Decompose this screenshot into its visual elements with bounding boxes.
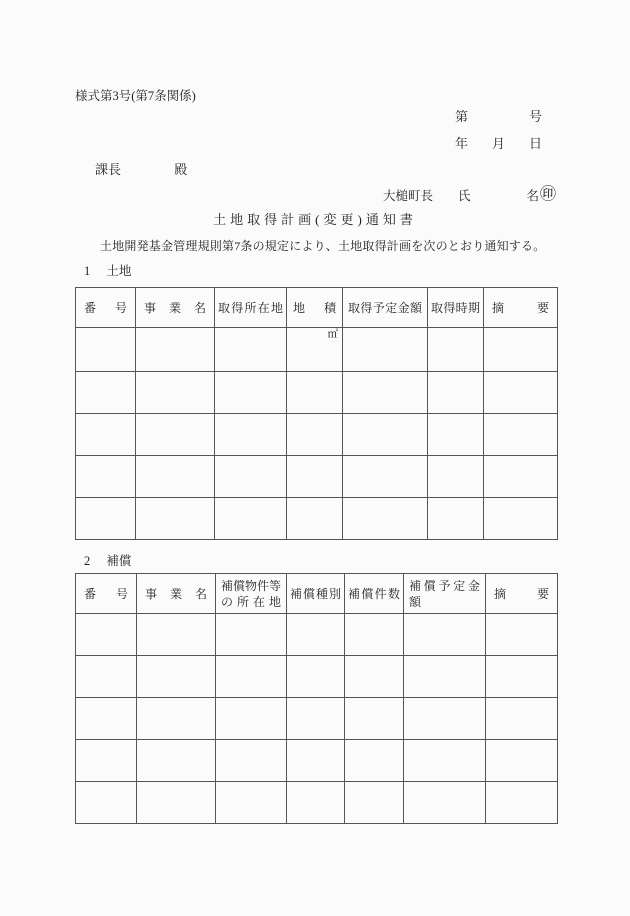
comp-table-cell: [404, 656, 486, 698]
comp-header-number: 番号: [76, 574, 137, 614]
comp-header-compensation-type: 補償種別: [287, 574, 345, 614]
land-table-cell: [287, 498, 343, 540]
land-header-acquisition-period: 取得時期: [428, 288, 484, 328]
comp-header-project-name: 事業名: [137, 574, 216, 614]
land-table-cell: [484, 498, 558, 540]
comp-table-cell: [345, 698, 404, 740]
land-header-planned-amount: 取得予定金額: [343, 288, 428, 328]
land-table-row: [76, 328, 558, 372]
body-text: 土地開発基金管理規則第7条の規定により、土地取得計画を次のとおり通知する。: [100, 239, 546, 253]
comp-table-row: [76, 782, 558, 824]
land-table-cell: [484, 456, 558, 498]
land-table-cell: [428, 456, 484, 498]
comp-table-cell: [287, 656, 345, 698]
land-table-cell: [484, 372, 558, 414]
date-day-label: 日: [528, 136, 542, 151]
addressee-honorific: 殿: [174, 162, 188, 177]
land-table-cell: [428, 498, 484, 540]
comp-table-cell: [137, 698, 216, 740]
land-table-row: [76, 372, 558, 414]
compensation-table: [75, 573, 558, 824]
comp-table-cell: [404, 614, 486, 656]
section-land-heading: [84, 261, 131, 279]
comp-table-cell: [486, 614, 558, 656]
land-table-cell: [136, 456, 215, 498]
land-header-location: 取得所在地: [215, 288, 287, 328]
land-table-cell: [343, 456, 428, 498]
land-table-cell: [484, 328, 558, 372]
land-header-number: 番号: [76, 288, 136, 328]
land-header-area: 地積: [287, 288, 343, 328]
land-table-cell: [76, 498, 136, 540]
sender-surname-label: 氏: [458, 189, 471, 203]
seal-stamp-icon: ㊞: [540, 186, 557, 203]
comp-table-cell: [216, 782, 287, 824]
comp-table-cell: [345, 782, 404, 824]
comp-table-cell: [404, 782, 486, 824]
comp-table-cell: [76, 614, 137, 656]
land-table-cell: [484, 414, 558, 456]
date-month-label: 月: [491, 136, 505, 151]
comp-table-cell: [76, 698, 137, 740]
comp-table-cell: [287, 782, 345, 824]
land-table-cell: [428, 372, 484, 414]
land-table-cell: [287, 372, 343, 414]
sender-line: [383, 186, 556, 204]
comp-table-row: [76, 614, 558, 656]
land-header-remarks: 摘要: [484, 288, 558, 328]
comp-table-cell: [345, 740, 404, 782]
section-compensation-heading: [84, 551, 131, 569]
comp-table-cell: [137, 782, 216, 824]
land-table-cell: [428, 414, 484, 456]
comp-table-cell: [76, 782, 137, 824]
doc-number-prefix: 第: [455, 109, 469, 124]
land-table-cell: [136, 414, 215, 456]
land-table-cell: [287, 414, 343, 456]
land-table-cell: [76, 328, 136, 372]
land-table-cell: [287, 456, 343, 498]
land-table-cell: [343, 372, 428, 414]
comp-table-cell: [216, 614, 287, 656]
area-unit-label: ㎡: [327, 329, 338, 340]
comp-header-property-location: [216, 574, 287, 614]
comp-table-cell: [137, 656, 216, 698]
comp-table-cell: [216, 698, 287, 740]
land-table-cell: [343, 328, 428, 372]
comp-table-row: [76, 656, 558, 698]
comp-header-planned-amount: 補償予定金額: [404, 574, 486, 614]
comp-table-cell: [345, 614, 404, 656]
addressee-line: [95, 159, 187, 178]
land-table-cell: [136, 498, 215, 540]
comp-table-header-row: [76, 574, 558, 614]
sender-name: 大槌町長: [383, 189, 434, 203]
comp-header-property-location-text: 補償物件等の所在地: [221, 578, 282, 609]
comp-table-cell: [287, 698, 345, 740]
comp-table-cell: [287, 740, 345, 782]
comp-table-cell: [486, 782, 558, 824]
land-table-cell: [343, 414, 428, 456]
date-year-label: 年: [455, 136, 469, 151]
land-area-cell: [287, 328, 343, 372]
comp-table-cell: [345, 656, 404, 698]
land-table-cell: [215, 456, 287, 498]
form-number-label: 様式第3号(第7条関係): [75, 89, 196, 103]
sender-givenname-label: 名: [526, 189, 540, 203]
comp-table-cell: [216, 656, 287, 698]
section-land-label: 土地: [106, 264, 132, 278]
comp-table-cell: [287, 614, 345, 656]
addressee-title: 課長: [95, 162, 122, 177]
land-table-cell: [136, 328, 215, 372]
date-line: [455, 133, 542, 152]
comp-table-cell: [404, 698, 486, 740]
comp-table-row: [76, 740, 558, 782]
comp-header-remarks: 摘要: [486, 574, 558, 614]
land-table-row: [76, 414, 558, 456]
land-table-cell: [136, 372, 215, 414]
comp-table-cell: [486, 740, 558, 782]
land-table-cell: [428, 328, 484, 372]
comp-table-cell: [404, 740, 486, 782]
comp-header-compensation-count: 補償件数: [345, 574, 404, 614]
land-table-cell: [215, 372, 287, 414]
land-table-cell: [215, 328, 287, 372]
comp-table-cell: [76, 740, 137, 782]
comp-table-cell: [216, 740, 287, 782]
comp-table-cell: [486, 698, 558, 740]
comp-table-cell: [486, 656, 558, 698]
land-table: [75, 287, 558, 540]
land-table-cell: [343, 498, 428, 540]
land-table-header-row: [76, 288, 558, 328]
comp-table-cell: [137, 740, 216, 782]
comp-table-row: [76, 698, 558, 740]
doc-number-line: [455, 106, 542, 125]
land-header-project-name: 事業名: [136, 288, 215, 328]
land-table-cell: [215, 414, 287, 456]
land-table-cell: [76, 456, 136, 498]
land-table-row: [76, 498, 558, 540]
section-compensation-number: 2: [84, 554, 91, 568]
land-table-row: [76, 456, 558, 498]
comp-table-cell: [76, 656, 137, 698]
section-compensation-label: 補償: [106, 554, 132, 568]
comp-table-cell: [137, 614, 216, 656]
land-table-cell: [76, 372, 136, 414]
land-table-cell: [215, 498, 287, 540]
land-table-cell: [76, 414, 136, 456]
section-land-number: 1: [84, 264, 91, 278]
doc-number-suffix: 号: [528, 109, 542, 124]
document-title: 土地取得計画(変更)通知書: [213, 212, 417, 227]
